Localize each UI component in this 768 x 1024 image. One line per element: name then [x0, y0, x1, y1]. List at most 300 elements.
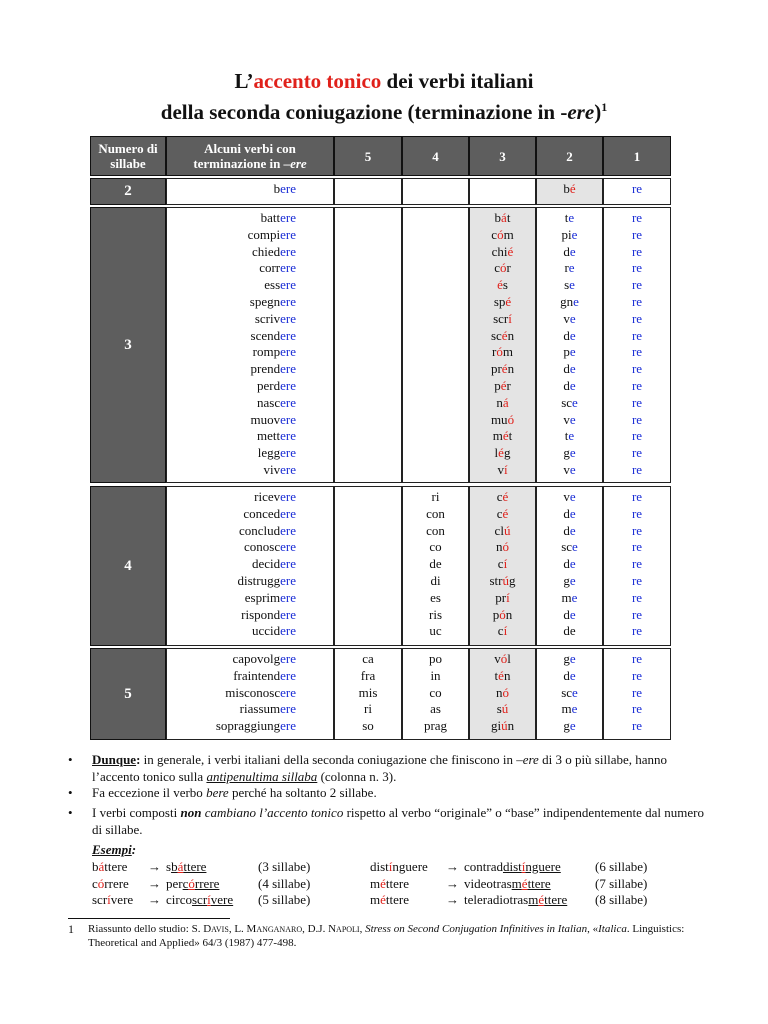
syllable-ending: e — [573, 293, 579, 309]
syllable-cell — [536, 294, 603, 311]
note-dunque — [68, 752, 708, 785]
syllable-onset: v — [563, 310, 570, 326]
example-compound-part: í — [521, 859, 526, 874]
example-base-verb — [370, 859, 428, 876]
syllable-cell — [402, 181, 469, 198]
header-syllable-count — [90, 136, 166, 176]
syllable-onset: d — [563, 522, 570, 538]
stressed-vowel: í — [503, 461, 508, 477]
syllable-text: re — [631, 539, 643, 555]
syllable-cell — [402, 294, 469, 311]
verb-item — [166, 227, 296, 244]
example-base-part: í — [388, 859, 393, 874]
example-compound-verb — [464, 892, 567, 909]
page-title-line-2 — [0, 94, 768, 125]
verb-stem: batt — [260, 210, 281, 225]
stressed-vowel: é — [497, 277, 503, 293]
fn-t5: , « — [587, 923, 599, 935]
example-base-verb — [92, 859, 127, 876]
verb-ending: ere — [280, 701, 296, 717]
note-dunque-emph: antipenultima sillaba — [206, 768, 318, 784]
syllable-onset: d — [563, 505, 570, 521]
syllable-column-s5 — [334, 651, 402, 735]
header-verbs-line2-prefix: terminazione in — [193, 156, 284, 171]
verb-item — [166, 244, 296, 261]
verb-stem: capovolg — [232, 651, 281, 666]
syllable-ending: e — [569, 377, 576, 393]
verb-ending: ere — [280, 293, 296, 309]
verb-stem: scend — [250, 327, 281, 343]
note-dunque-text — [92, 752, 708, 785]
syllable-cell — [536, 378, 603, 395]
syllable-onset: v — [563, 489, 570, 504]
syllable-cell — [469, 428, 536, 445]
syllable-cell — [603, 344, 671, 361]
syllable-onset: n — [496, 394, 503, 410]
example-base-part: vere — [110, 892, 134, 907]
example-base-part: m — [370, 892, 381, 907]
syllable-cell — [402, 412, 469, 429]
verb-item — [166, 378, 296, 395]
syllable-coda: g — [503, 445, 511, 461]
syllable-cell — [334, 412, 402, 429]
syllable-cell — [334, 277, 402, 294]
verb-ending: ere — [280, 243, 296, 259]
syllable-cell — [334, 623, 402, 640]
verb-stem: corr — [259, 260, 281, 276]
syllable-onset: g — [563, 651, 570, 666]
fn-t3: , D.J. — [302, 923, 329, 935]
syllable-ending: e — [569, 489, 576, 504]
syllable-ending: e — [569, 505, 576, 521]
example-syllable-count: (5 sillabe) — [258, 892, 311, 907]
syllable-onset: cl — [494, 522, 504, 538]
syllable-cell — [402, 227, 469, 244]
syllable-ending: e — [568, 428, 575, 444]
note-dunque-t2: di 3 o più sillabe, hanno l’accento tonico sulla — [92, 752, 668, 784]
syllable-cell — [603, 523, 671, 540]
syllable-ending: e — [569, 243, 576, 259]
verb-list — [166, 489, 296, 640]
example-compound-part: per — [166, 875, 183, 891]
syllable-text: uc — [429, 623, 442, 639]
header-syllable-count-label: Numero di sillabe — [98, 141, 158, 171]
fn-t4: , — [359, 923, 366, 935]
syllable-onset: n — [496, 684, 503, 700]
example-base-part: b — [92, 859, 99, 874]
syllable-cell — [536, 328, 603, 345]
stressed-vowel: ó — [500, 651, 508, 666]
example-compound-verb — [166, 892, 233, 909]
syllable-cell — [536, 539, 603, 556]
syllable-onset: d — [563, 667, 570, 683]
syllable-cell — [402, 590, 469, 607]
verb-stem: rispond — [241, 606, 281, 622]
syllable-cell — [469, 489, 536, 506]
syllable-column-s2 — [536, 181, 603, 198]
syllable-cell — [469, 556, 536, 573]
syllable-cell — [469, 378, 536, 395]
example-compound-part: ttere — [183, 859, 207, 874]
syllable-ending: e — [568, 260, 575, 276]
syllable-ending: e — [569, 651, 576, 666]
syllable-cell — [334, 651, 402, 668]
example-compound-part: dist — [502, 859, 522, 874]
syllable-cell — [603, 718, 671, 735]
example-base-part: á — [98, 859, 105, 874]
syllable-ending: e — [569, 361, 576, 377]
verb-list — [166, 181, 296, 198]
syllable-text: po — [429, 651, 442, 666]
syllable-cell — [402, 395, 469, 412]
syllable-text: re — [631, 226, 643, 242]
syllable-cell — [536, 718, 603, 735]
syllable-text: re — [631, 377, 643, 393]
verb-stem: distrugg — [237, 572, 281, 588]
syllable-cell — [402, 651, 469, 668]
verb-stem: fraintend — [233, 667, 281, 683]
fn-author-2: Manganaro — [246, 923, 303, 935]
syllable-cell — [469, 277, 536, 294]
syllable-cell — [603, 539, 671, 556]
footnote-separator — [68, 918, 230, 919]
syllable-column-s1 — [603, 489, 671, 640]
syllable-cell — [469, 685, 536, 702]
syllable-cell — [603, 462, 671, 479]
syllable-cell — [469, 523, 536, 540]
syllable-column-s3 — [469, 651, 536, 735]
note-bere-text — [92, 785, 708, 802]
syllable-cell — [536, 607, 603, 624]
syllable-onset: g — [563, 718, 570, 734]
header-col-5-label: 5 — [364, 148, 372, 164]
syllable-onset: mu — [490, 411, 508, 427]
syllable-cell — [603, 445, 671, 462]
arrow-icon: → — [446, 875, 459, 891]
syllable-onset: m — [561, 701, 572, 717]
note-dunque-label: Dunque — [92, 752, 137, 767]
stressed-vowel: í — [508, 310, 512, 326]
example-base-part: ó — [97, 875, 105, 891]
syllable-coda: n — [507, 361, 515, 377]
syllable-cell — [402, 361, 469, 378]
stressed-vowel: ú — [503, 522, 511, 538]
syllable-cell — [536, 523, 603, 540]
syllable-cell — [334, 395, 402, 412]
verb-stem: romp — [252, 344, 281, 360]
syllable-text: prag — [423, 718, 448, 734]
header-col-2-label: 2 — [566, 148, 573, 164]
syllable-column-s1 — [603, 181, 671, 198]
stressed-vowel: ó — [507, 411, 515, 427]
syllable-cell — [469, 361, 536, 378]
syllable-onset: scr — [493, 310, 509, 326]
syllable-coda: t — [506, 210, 511, 225]
title-prefix: L’ — [234, 69, 254, 93]
syllable-onset: t — [564, 428, 569, 444]
verb-item — [166, 489, 296, 506]
syllable-cell — [469, 395, 536, 412]
syllable-cell — [334, 607, 402, 624]
syllable-text: re — [631, 277, 643, 293]
syllable-cell — [603, 294, 671, 311]
syllable-onset: v — [563, 411, 570, 427]
stressed-vowel: ó — [496, 344, 503, 360]
header-verbs-line2 — [193, 156, 306, 171]
syllable-ending: e — [569, 718, 576, 734]
syllable-cell — [603, 668, 671, 685]
verb-item — [166, 395, 296, 412]
syllable-cell — [603, 244, 671, 261]
syllable-ending: e — [569, 344, 576, 360]
example-base-verb — [370, 876, 409, 893]
syllable-cell — [334, 573, 402, 590]
syllable-onset: t — [494, 667, 499, 683]
syllable-cell — [603, 623, 671, 640]
verb-stem: compi — [247, 226, 281, 242]
syllable-onset: c — [491, 226, 498, 242]
example-compound-part: c — [182, 875, 189, 891]
syllable-onset: m — [492, 428, 503, 444]
verb-item — [166, 701, 296, 718]
syllable-cell — [334, 378, 402, 395]
verb-stem: legg — [257, 445, 281, 461]
syllable-text: re — [631, 701, 643, 717]
note-bere-t1: Fa eccezione il verbo — [92, 785, 207, 800]
verb-item — [166, 506, 296, 523]
syllable-cell — [469, 445, 536, 462]
stressed-vowel: ó — [499, 260, 507, 276]
verb-item — [166, 445, 296, 462]
syllable-column-s3 — [469, 489, 536, 640]
verb-stem: riassum — [239, 701, 281, 717]
syllable-cell — [603, 685, 671, 702]
syllable-text: con — [426, 522, 445, 538]
verb-ending: ere — [280, 684, 296, 700]
verb-ending: ere — [280, 556, 296, 572]
syllable-cell — [469, 260, 536, 277]
syllable-count-cell: 4 — [90, 486, 166, 646]
syllable-onset: s — [564, 277, 570, 293]
verb-item — [166, 412, 296, 429]
syllable-text: re — [631, 505, 643, 521]
note-composti-bold: non — [180, 805, 202, 820]
syllable-column-s4 — [402, 210, 469, 479]
verb-ending: ere — [280, 181, 296, 196]
syllable-cell — [334, 244, 402, 261]
example-compound-part: ó — [188, 875, 195, 891]
verb-ending: ere — [280, 277, 296, 293]
syllable-cell — [536, 344, 603, 361]
syllable-cell — [334, 328, 402, 345]
example-compound-part: scr — [191, 892, 208, 907]
syllable-onset: sp — [493, 293, 506, 309]
verb-item — [166, 328, 296, 345]
verb-ending: ere — [280, 310, 296, 326]
fn-article-title: Stress on Second Conjugation Infinitives in Italian — [365, 923, 588, 935]
syllable-cell — [536, 445, 603, 462]
example-compound-part: contrad — [464, 859, 503, 874]
note-dunque-colon: : — [136, 752, 141, 767]
syllable-cell — [402, 462, 469, 479]
syllable-text: re — [631, 651, 643, 666]
syllable-onset: pi — [561, 226, 572, 242]
verb-stem: sopraggiung — [215, 718, 281, 734]
syllable-text: ris — [429, 606, 442, 622]
syllable-cell — [334, 539, 402, 556]
syllable-onset: t — [564, 210, 569, 225]
bullet-dot: • — [68, 785, 73, 800]
example-compound-part: ttere — [544, 892, 568, 907]
syllable-text: re — [631, 461, 643, 477]
syllable-cell — [469, 607, 536, 624]
syllable-ending: e — [569, 310, 576, 326]
syllable-cell — [334, 294, 402, 311]
syllable-onset: c — [497, 623, 504, 639]
verb-stem: esprim — [244, 589, 281, 605]
syllable-text: so — [362, 718, 374, 734]
stressed-vowel: é — [498, 445, 504, 461]
syllable-cell — [469, 311, 536, 328]
syllable-text: ri — [431, 489, 440, 504]
syllable-column-s5 — [334, 181, 402, 198]
syllable-onset: d — [563, 556, 570, 572]
header-col-4 — [402, 136, 469, 176]
verb-item — [166, 623, 296, 640]
title-line2-close: ) — [594, 100, 602, 124]
syllable-coda: r — [506, 260, 511, 276]
example-compound-verb — [464, 876, 551, 893]
syllable-text: re — [631, 572, 643, 588]
syllable-cell — [603, 328, 671, 345]
syllable-onset: b — [494, 210, 502, 225]
stressed-vowel: í — [506, 589, 510, 605]
syllable-cell — [536, 489, 603, 506]
syllable-cell — [402, 328, 469, 345]
syllable-onset: g — [563, 572, 570, 588]
syllable-onset: sc — [561, 684, 573, 700]
stressed-vowel: á — [502, 394, 509, 410]
verb-item — [166, 344, 296, 361]
title-line2-italic: ere — [567, 100, 595, 124]
syllable-ending: e — [572, 394, 578, 410]
syllable-cell — [603, 412, 671, 429]
stressed-vowel: é — [505, 293, 512, 309]
syllable-cell — [469, 651, 536, 668]
syllable-text: di — [430, 572, 441, 588]
verb-stem: ess — [264, 277, 281, 293]
syllable-count-cell: 3 — [90, 207, 166, 483]
syllable-cell — [603, 227, 671, 244]
syllable-cell — [402, 718, 469, 735]
stressed-vowel: ú — [502, 572, 509, 588]
syllable-text: in — [430, 667, 441, 683]
syllable-cell — [603, 277, 671, 294]
bullet-dot: • — [68, 752, 73, 767]
verb-stem: conclud — [238, 522, 281, 538]
verb-item — [166, 210, 296, 227]
verb-list — [166, 210, 296, 479]
syllable-cell — [603, 210, 671, 227]
header-verbs-line2-ital: –ere — [283, 156, 307, 171]
fn-author-1: Davis — [203, 923, 229, 935]
syllable-cell — [603, 573, 671, 590]
header-col-5 — [334, 136, 402, 176]
syllable-onset: sc — [490, 327, 502, 343]
syllable-text: re — [631, 589, 643, 605]
syllable-column-s4 — [402, 181, 469, 198]
verb-item — [166, 462, 296, 479]
syllable-coda: s — [502, 277, 508, 293]
syllable-cell — [536, 573, 603, 590]
syllable-cell — [334, 181, 402, 198]
example-compound-part: b — [171, 859, 178, 874]
example-compound-part: circo — [166, 892, 192, 907]
syllable-text: co — [429, 684, 442, 700]
syllable-column-s2 — [536, 489, 603, 640]
syllable-ending: e — [569, 606, 576, 622]
example-base-part: dist — [370, 859, 389, 874]
example-compound-part: videotras — [464, 875, 512, 891]
syllable-cell — [469, 573, 536, 590]
syllable-column-s4 — [402, 489, 469, 640]
note-composti-t1: I verbi composti — [92, 805, 181, 820]
syllable-onset: v — [494, 651, 501, 666]
stressed-vowel: é — [507, 243, 514, 259]
syllable-text: re — [631, 181, 643, 196]
syllable-cell — [536, 590, 603, 607]
syllable-coda: n — [507, 327, 515, 343]
syllable-cell — [402, 573, 469, 590]
verb-ending: ere — [280, 522, 296, 538]
example-compound-verb — [166, 859, 206, 876]
syllable-cell — [469, 294, 536, 311]
verb-stem: nasc — [257, 394, 281, 410]
syllable-onset: r — [564, 260, 569, 276]
syllable-cell — [402, 623, 469, 640]
syllable-coda: n — [507, 718, 515, 734]
syllable-onset: c — [496, 489, 503, 504]
verb-stem: uccid — [251, 623, 281, 639]
example-compound-part: teleradiotras — [464, 892, 529, 907]
syllable-coda: l — [507, 651, 511, 666]
verb-item — [166, 523, 296, 540]
note-bere — [68, 785, 708, 802]
note-dunque-t3: (colonna n. 3). — [317, 768, 397, 784]
verb-stem: ricev — [254, 489, 281, 504]
verb-ending: ere — [280, 718, 296, 734]
syllable-text: re — [631, 210, 643, 225]
syllable-onset: chi — [491, 243, 508, 259]
example-base-part: ttere — [104, 859, 128, 874]
syllable-ending: e — [572, 539, 578, 555]
syllable-column-s2 — [536, 651, 603, 735]
syllable-text: re — [631, 394, 643, 410]
syllable-cell — [402, 378, 469, 395]
syllable-cell — [469, 590, 536, 607]
verb-stem: b — [273, 181, 281, 196]
stressed-vowel: ó — [502, 684, 509, 700]
syllable-onset: g — [563, 445, 570, 461]
syllable-cell — [536, 623, 603, 640]
syllable-text: re — [631, 310, 643, 326]
verb-item — [166, 556, 296, 573]
syllable-text: de — [429, 556, 442, 572]
note-composti-ital: cambiano l’accento tonico — [201, 805, 344, 820]
page-title-line-1 — [0, 68, 768, 94]
syllable-cell — [402, 311, 469, 328]
syllable-cell — [603, 428, 671, 445]
